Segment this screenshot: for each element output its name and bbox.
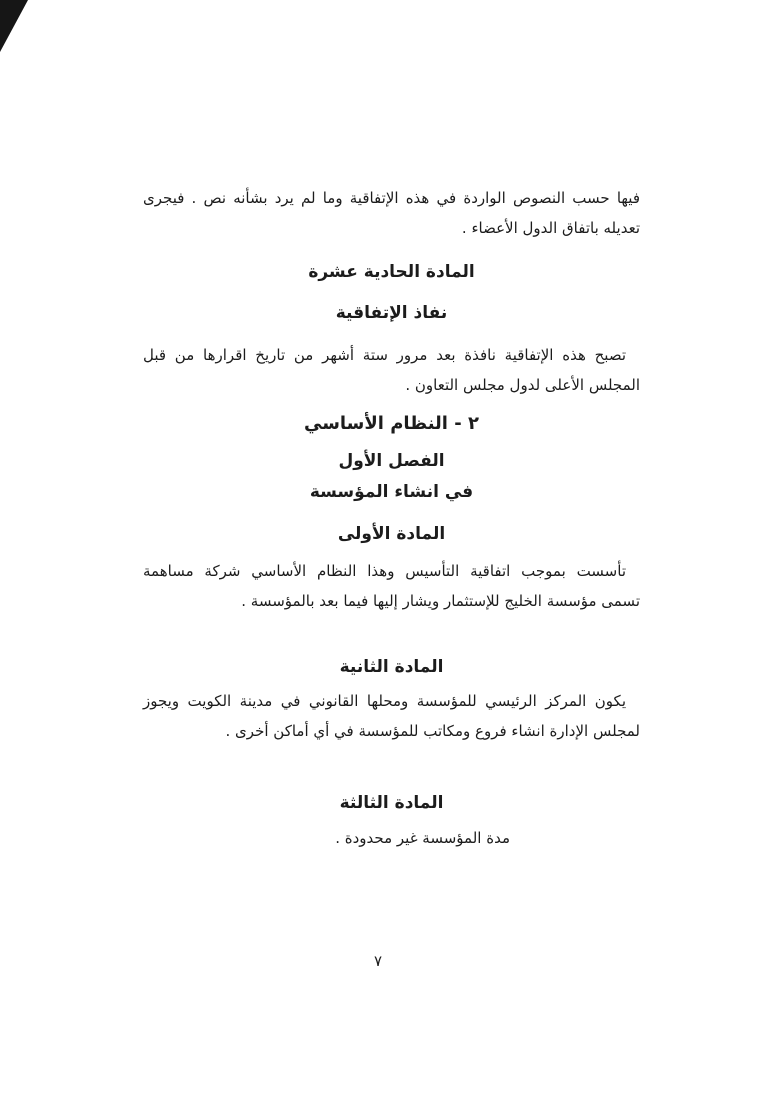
- article-eleven-body: [143, 340, 640, 400]
- chapter-one-subtitle: في انشاء المؤسسة: [309, 482, 474, 502]
- body-line: مدة المؤسسة غير محدودة .: [335, 829, 510, 847]
- article-two-title: المادة الثانية: [339, 657, 444, 677]
- body-line: يكون المركز الرئيسي للمؤسسة ومحلها القانوني في مدينة الكويت ويجوز: [143, 692, 626, 710]
- chapter-one-title: الفصل الأول: [338, 451, 445, 471]
- article-one-title: المادة الأولى: [337, 524, 446, 544]
- article-one-body: [143, 556, 640, 616]
- article-eleven-subtitle: نفاذ الإتفاقية: [335, 303, 448, 323]
- intro-line: فيها حسب النصوص الواردة في هذه الإتفاقية وما لم يرد بشأنه نص . فيجرى: [143, 189, 640, 207]
- article-three-title: المادة الثالثة: [339, 793, 444, 813]
- article-eleven-title: المادة الحادية عشرة: [308, 262, 475, 282]
- intro-line: تعديله باتفاق الدول الأعضاء .: [461, 219, 640, 237]
- page-number: ٧: [373, 952, 383, 970]
- article-three-body: [143, 823, 640, 853]
- body-line: المجلس الأعلى لدول مجلس التعاون .: [405, 376, 640, 394]
- article-two-body: [143, 686, 640, 746]
- statute-section-title: ٢ - النظام الأساسي: [304, 413, 479, 434]
- body-line: تصبح هذه الإتفاقية نافذة بعد مرور ستة أشهر من تاريخ اقرارها من قبل: [143, 346, 626, 364]
- body-line: تسمى مؤسسة الخليج للإستثمار ويشار إليها فيما بعد بالمؤسسة .: [241, 592, 640, 610]
- body-line: تأسست بموجب اتفاقية التأسيس وهذا النظام الأساسي شركة مساهمة: [143, 562, 626, 580]
- body-line: لمجلس الإدارة انشاء فروع ومكاتب للمؤسسة في أي أماكن أخرى .: [225, 722, 640, 740]
- intro-paragraph: [143, 183, 640, 243]
